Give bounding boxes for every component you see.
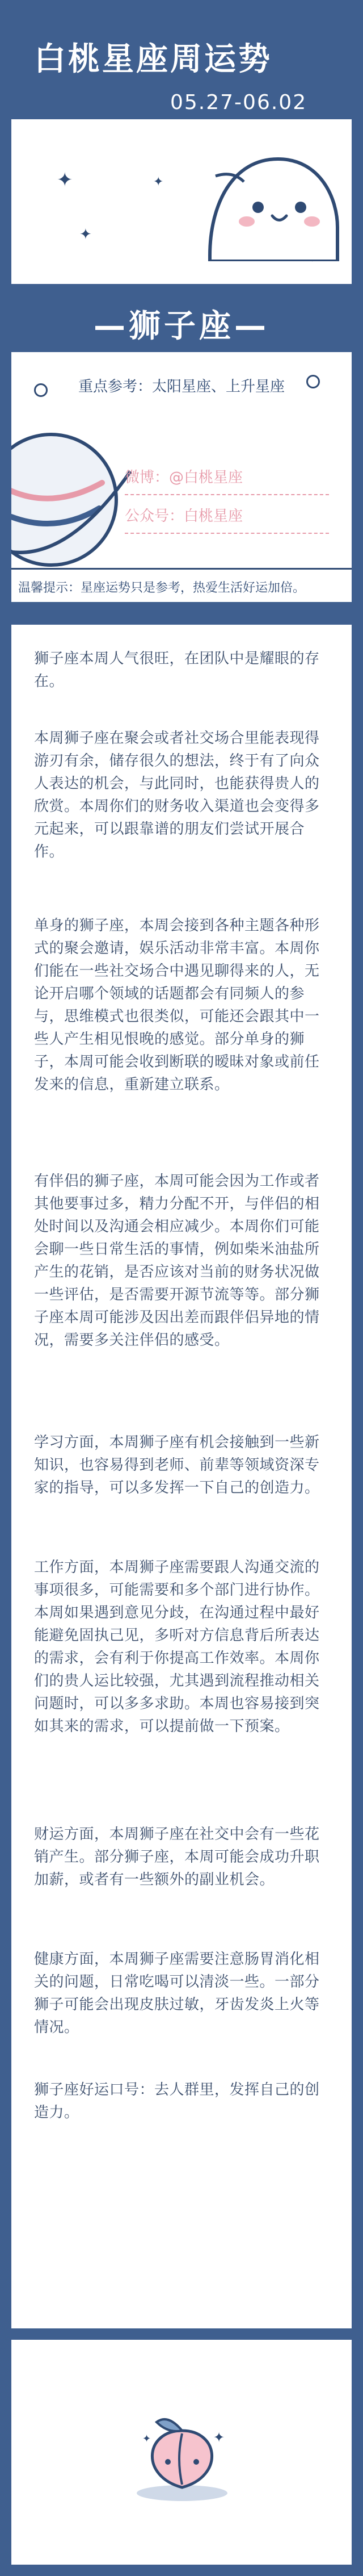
planet-icon <box>11 398 136 602</box>
paragraph: 有伴侣的狮子座，本周可能会因为工作或者其他要事过多，精力分配不开，与伴侣的相处时间以及沟通会相应减少。本周你们可能会聊一些日常生活的事情，例如柴米油盐所产生的花销，是否应该对当前的财务状况做一些评估，是否需要开源节流等等。部分狮子座本周可能涉及因出差而跟伴侣异地的情况，需要多关注伴侣的感受。 <box>34 1173 320 1349</box>
cloud-character-icon <box>199 136 340 261</box>
sign-title: —狮子座— <box>94 308 269 345</box>
paragraph: 单身的狮子座，本周会接到各种主题各种形式的聚会邀请，娱乐活动非常丰富。本周你们能在一些社交场合中遇见聊得来的人，无论开启哪个领域的话题都会有同频人的参与，思维模式也很类似，可能还会跟其中一些人产生相见恨晚的感觉。部分单身的狮子，本周可能会收到断联的暧昧对象或前任发来的信息，重新建立联系。 <box>34 917 320 1093</box>
content-card <box>11 625 352 2328</box>
paragraph: 财运方面，本周狮子座在社交中会有一些花销产生。部分狮子座，本周可能会成功升职加薪，或者有一些额外的副业机会。 <box>34 1826 320 1888</box>
circle-icon <box>306 375 320 388</box>
page-title: 白桃星座周运势 <box>34 41 272 78</box>
wechat-account: 公众号：白桃星座 <box>125 508 243 525</box>
paragraph: 学习方面，本周狮子座有机会接触到一些新知识，也容易得到老师、前辈等领域资深专家的指导，可以多发挥一下自己的创造力。 <box>34 1434 320 1496</box>
svg-text:✦: ✦ <box>142 2433 151 2445</box>
sparkle-icon: ✦ <box>79 226 92 243</box>
divider <box>11 568 352 570</box>
peach-logo-icon <box>132 2545 147 2561</box>
peach-icon <box>128 2408 236 2510</box>
reference-note: 重点参考：太阳星座、上升星座 <box>78 378 285 395</box>
paragraph: 狮子座好运口号：去人群里，发挥自己的创造力。 <box>34 2081 320 2121</box>
brand-name: @白桃星座 <box>151 2544 231 2562</box>
date-range: 05.27-06.02 <box>170 91 307 114</box>
divider <box>125 494 329 495</box>
paragraph: 本周狮子座在聚会或者社交场合里能表现得游刃有余，储存很久的想法，终于有了向众人表达的机会，与此同时，也能获得贵人的欣赏。本周你们的财务收入渠道也会变得多元起来，可以跟靠谱的朋友们尝试开展合作。 <box>34 730 320 860</box>
header-card <box>11 11 352 602</box>
paragraph: 工作方面，本周狮子座需要跟人沟通交流的事项很多，可能需要和多个部门进行协作。本周如果遇到意见分歧，在沟通过程中最好能避免固执己见，多听对方信息背后所表达的需求，会有利于你提高工作效率。本周你们的贵人运比较强，尤其遇到流程推动相关问题时，可以多多求助。本周也容易接到突如其来的需求，可以提前做一下预案。 <box>34 1559 320 1735</box>
brand-footer <box>0 2541 363 2564</box>
paragraph: 狮子座本周人气很旺，在团队中是耀眼的存在。 <box>34 650 320 690</box>
sparkle-icon: ✦ <box>57 169 73 191</box>
tip-text: 温馨提示：星座运势只是参考，热爱生活好运加倍。 <box>18 581 306 595</box>
sparkle-icon: ✦ <box>153 175 164 189</box>
divider <box>125 533 329 534</box>
svg-text:✦: ✦ <box>213 2429 225 2445</box>
weibo-account: 微博：@白桃星座 <box>125 469 243 486</box>
paragraph: 健康方面，本周狮子座需要注意肠胃消化相关的问题，日常吃喝可以清淡一些。一部分狮子可能会出现皮肤过敏，牙齿发炎上火等情况。 <box>34 1951 320 2036</box>
circle-icon <box>34 383 48 397</box>
